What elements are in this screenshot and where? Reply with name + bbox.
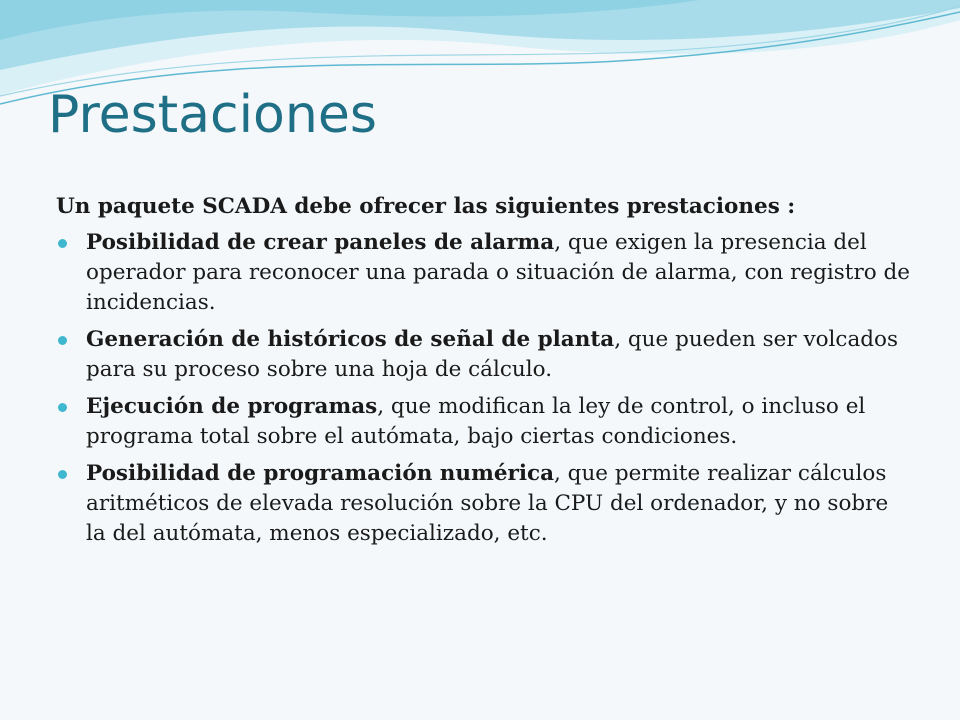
slide-content xyxy=(56,192,912,556)
bullet-text: , que pueden ser volcados para su proceso sobre una hoja de cálculo. xyxy=(86,327,899,382)
list-item xyxy=(56,459,912,549)
bullet-icon xyxy=(58,470,67,479)
bullet-lead: Generación de históricos de señal de planta xyxy=(86,327,615,352)
bullet-icon xyxy=(58,403,67,412)
bullet-list xyxy=(56,228,912,549)
bullet-icon xyxy=(58,239,67,248)
bullet-lead: Posibilidad de programación numérica xyxy=(86,461,555,486)
slide-title: Prestaciones xyxy=(48,85,377,145)
bullet-text: , que permite realizar cálculos aritméticos de elevada resolución sobre la CPU del ordenador, y no sobre la del autómata, menos especializado, etc. xyxy=(86,461,889,546)
bullet-text: , que modifican la ley de control, o incluso el programa total sobre el autómata, bajo ciertas condiciones. xyxy=(86,394,866,449)
intro-text: Un paquete SCADA debe ofrecer las siguientes prestaciones : xyxy=(56,194,796,219)
list-item xyxy=(56,228,912,318)
list-item xyxy=(56,325,912,385)
bullet-lead: Posibilidad de crear paneles de alarma xyxy=(86,230,555,255)
bullet-lead: Ejecución de programas xyxy=(86,394,378,419)
bullet-text: , que exigen la presencia del operador para reconocer una parada o situación de alarma, con registro de incidencias. xyxy=(86,230,910,315)
bullet-icon xyxy=(58,336,67,345)
list-item xyxy=(56,392,912,452)
